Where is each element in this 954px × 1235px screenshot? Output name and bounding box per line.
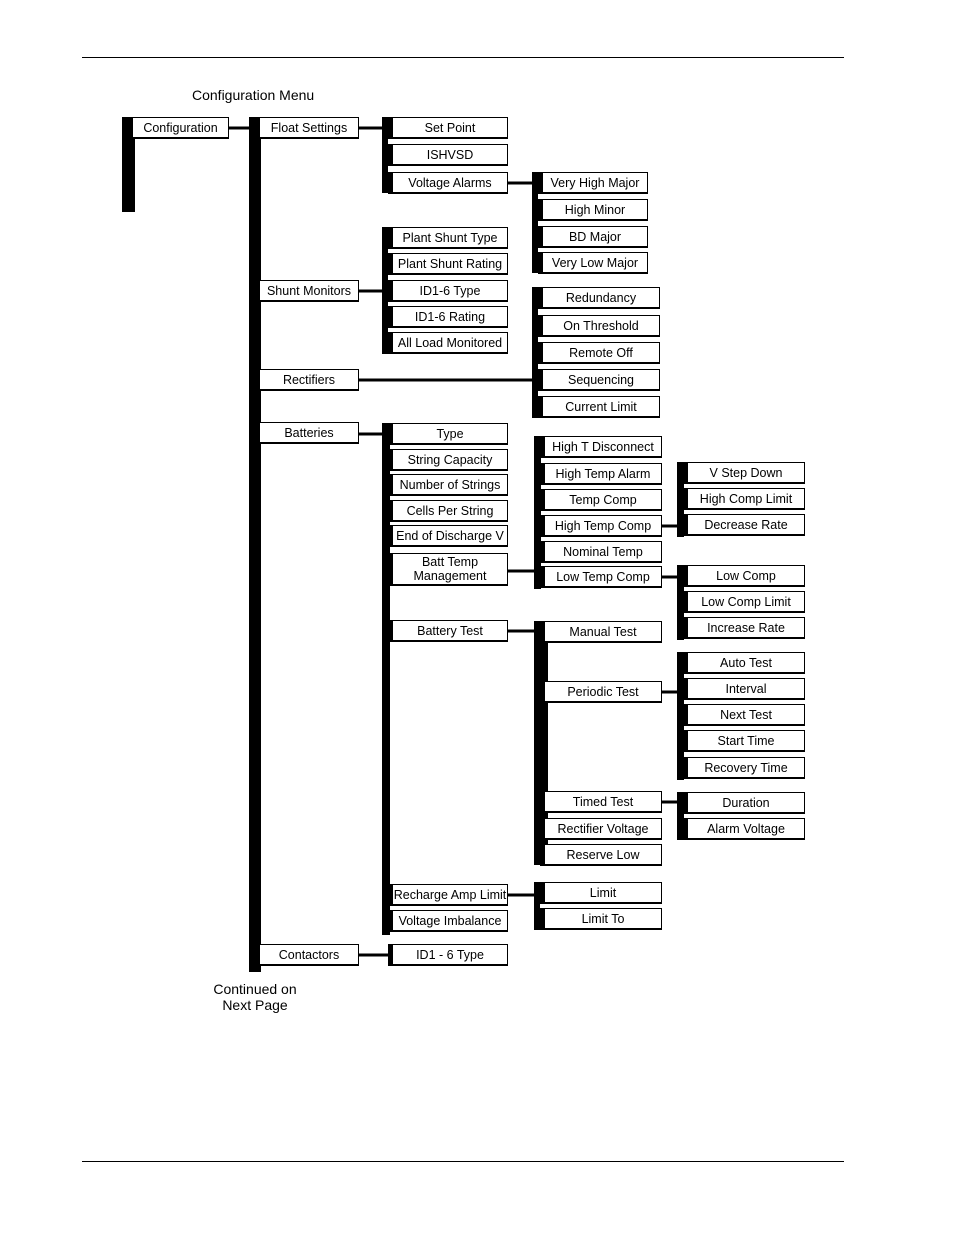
menu-node-start-time (683, 730, 805, 752)
continued-line-1: Continued on (213, 981, 297, 997)
menu-node-batt-temp-management (388, 553, 508, 586)
menu-node-label: Batteries (284, 425, 334, 440)
menu-node-recharge-amp-limit (388, 884, 508, 906)
menu-node-contactors (255, 944, 359, 966)
menu-node-label-line: Batt Temp (421, 555, 479, 569)
menu-node-number-of-strings (388, 474, 508, 496)
menu-node-label: Type (436, 426, 464, 441)
menu-node-label: Float Settings (270, 120, 348, 135)
menu-node-label: ID1 - 6 Type (416, 947, 484, 962)
menu-node-ishvsd (388, 144, 508, 166)
menu-node-label: Periodic Test (567, 684, 639, 699)
menu-node-remote-off (538, 342, 660, 364)
menu-node-label: High Minor (564, 202, 626, 217)
menu-node-auto-test (683, 652, 805, 674)
menu-node-reserve-low (540, 844, 662, 866)
menu-node-label: Plant Shunt Type (402, 230, 498, 245)
menu-node-label: Current Limit (565, 399, 637, 414)
connector-line (662, 525, 683, 528)
connector-line (508, 630, 540, 633)
menu-node-bd-major (538, 226, 648, 248)
menu-node-label: ID1-6 Rating (414, 309, 486, 324)
menu-node-plant-shunt-type (388, 227, 508, 249)
menu-node-label: String Capacity (407, 452, 493, 467)
connector-line (508, 894, 540, 897)
menu-node-label: Battery Test (417, 623, 483, 638)
menu-node-label: Limit (589, 885, 617, 900)
connector-line (508, 570, 540, 573)
menu-node-decrease-rate (683, 514, 805, 536)
menu-node-string-capacity (388, 449, 508, 471)
menu-node-limit (540, 882, 662, 904)
menu-node-label: Alarm Voltage (707, 821, 785, 836)
menu-node-duration (683, 792, 805, 814)
menu-node-label: Cells Per String (406, 503, 494, 518)
connector-line (662, 576, 683, 579)
menu-node-on-threshold (538, 315, 660, 337)
menu-node-high-temp-comp (540, 515, 662, 537)
menu-node-label: All Load Monitored (397, 335, 503, 350)
menu-node-label: High Comp Limit (699, 491, 793, 506)
menu-node-label: Manual Test (569, 624, 637, 639)
menu-node-id1-6-type (388, 280, 508, 302)
menu-node-increase-rate (683, 617, 805, 639)
menu-node-label: Duration (722, 795, 770, 810)
menu-node-label: Rectifier Voltage (557, 821, 649, 836)
menu-node-high-minor (538, 199, 648, 221)
menu-node-nominal-temp (540, 541, 662, 563)
menu-node-label: Plant Shunt Rating (397, 256, 503, 271)
menu-node-configuration (128, 117, 229, 139)
menu-node-label: On Threshold (563, 318, 639, 333)
menu-node-rectifier-voltage (540, 818, 662, 840)
connector-line (359, 954, 388, 957)
connector-line (359, 433, 388, 436)
menu-node-label: Increase Rate (707, 620, 785, 635)
menu-node-all-load-monitored (388, 332, 508, 354)
menu-node-label: Configuration (143, 120, 218, 135)
menu-node-manual-test (540, 621, 662, 643)
menu-node-label: Redundancy (565, 290, 637, 305)
menu-node-very-low-major (538, 252, 648, 274)
menu-node-label: Nominal Temp (563, 544, 643, 559)
menu-node-next-test (683, 704, 805, 726)
menu-node-high-comp-limit (683, 488, 805, 510)
menu-node-low-temp-comp (540, 566, 662, 588)
menu-node-very-high-major (538, 172, 648, 194)
menu-node-temp-comp (540, 489, 662, 511)
menu-node-label: Reserve Low (566, 847, 640, 862)
connector-line (359, 379, 538, 382)
menu-node-id1-6-type-contactors (388, 944, 508, 966)
menu-node-battery-test (388, 620, 508, 642)
menu-node-timed-test (540, 791, 662, 813)
menu-node-label: Low Comp (716, 568, 776, 583)
menu-node-label: Interval (725, 681, 767, 696)
continued-note (200, 981, 310, 1013)
menu-node-high-t-disconnect (540, 436, 662, 458)
menu-node-rectifiers (255, 369, 359, 391)
menu-node-type (388, 423, 508, 445)
connector-line (662, 691, 683, 694)
menu-node-label: ISHVSD (426, 147, 474, 162)
menu-node-label: Very High Major (550, 175, 640, 190)
menu-node-label: Limit To (581, 911, 625, 926)
menu-node-label: Low Comp Limit (701, 594, 791, 609)
menu-node-label: Number of Strings (399, 477, 501, 492)
menu-node-label: Rectifiers (282, 372, 336, 387)
menu-node-alarm-voltage (683, 818, 805, 840)
menu-node-label: High Temp Alarm (555, 466, 651, 481)
connector-line (508, 182, 538, 185)
menu-node-current-limit (538, 396, 660, 418)
connector-line (229, 127, 255, 130)
menu-node-label: Contactors (278, 947, 340, 962)
menu-node-label: High Temp Comp (554, 518, 652, 533)
menu-node-interval (683, 678, 805, 700)
menu-node-label: Shunt Monitors (266, 283, 352, 298)
menu-node-cells-per-string (388, 500, 508, 522)
menu-node-label: Voltage Imbalance (398, 913, 502, 928)
menu-node-label: Decrease Rate (704, 517, 788, 532)
menu-node-label: Auto Test (720, 655, 772, 670)
bus-bar (249, 117, 261, 972)
menu-node-id1-6-rating (388, 306, 508, 328)
menu-node-label: High T Disconnect (552, 439, 654, 454)
menu-node-label: Low Temp Comp (556, 569, 650, 584)
menu-node-label: Recovery Time (704, 760, 788, 775)
connector-line (359, 127, 388, 130)
menu-node-float-settings (255, 117, 359, 139)
menu-node-label: Start Time (717, 733, 775, 748)
menu-node-label: Temp Comp (569, 492, 637, 507)
menu-node-label: Timed Test (572, 794, 634, 809)
menu-node-label: Voltage Alarms (408, 175, 492, 190)
menu-node-label: ID1-6 Type (419, 283, 481, 298)
menu-node-label: Recharge Amp Limit (393, 887, 507, 902)
menu-node-label: V Step Down (709, 465, 783, 480)
menu-node-plant-shunt-rating (388, 253, 508, 275)
menu-node-end-of-discharge-v (388, 525, 508, 547)
menu-node-label: Very Low Major (551, 255, 639, 270)
menu-node-voltage-imbalance (388, 910, 508, 932)
diagram-title: Configuration Menu (192, 87, 315, 103)
menu-node-v-step-down (683, 462, 805, 484)
menu-node-low-comp (683, 565, 805, 587)
menu-node-label: Sequencing (567, 372, 635, 387)
menu-node-batteries (255, 422, 359, 444)
menu-node-label: Set Point (424, 120, 476, 135)
connector-line (662, 801, 683, 804)
continued-line-2: Next Page (222, 997, 288, 1013)
menu-node-recovery-time (683, 757, 805, 779)
menu-node-label: Remote Off (569, 345, 633, 360)
menu-node-limit-to (540, 908, 662, 930)
menu-node-label-line: Management (413, 569, 487, 583)
menu-node-label: End of Discharge V (396, 528, 504, 543)
menu-node-redundancy (538, 287, 660, 309)
menu-node-shunt-monitors (255, 280, 359, 302)
menu-node-low-comp-limit (683, 591, 805, 613)
connector-line (359, 290, 388, 293)
menu-node-high-temp-alarm (540, 463, 662, 485)
menu-node-periodic-test (540, 681, 662, 703)
menu-node-set-point (388, 117, 508, 139)
menu-node-voltage-alarms (388, 172, 508, 194)
menu-node-sequencing (538, 369, 660, 391)
menu-node-label: Next Test (720, 707, 772, 722)
menu-node-label: BD Major (568, 229, 622, 244)
